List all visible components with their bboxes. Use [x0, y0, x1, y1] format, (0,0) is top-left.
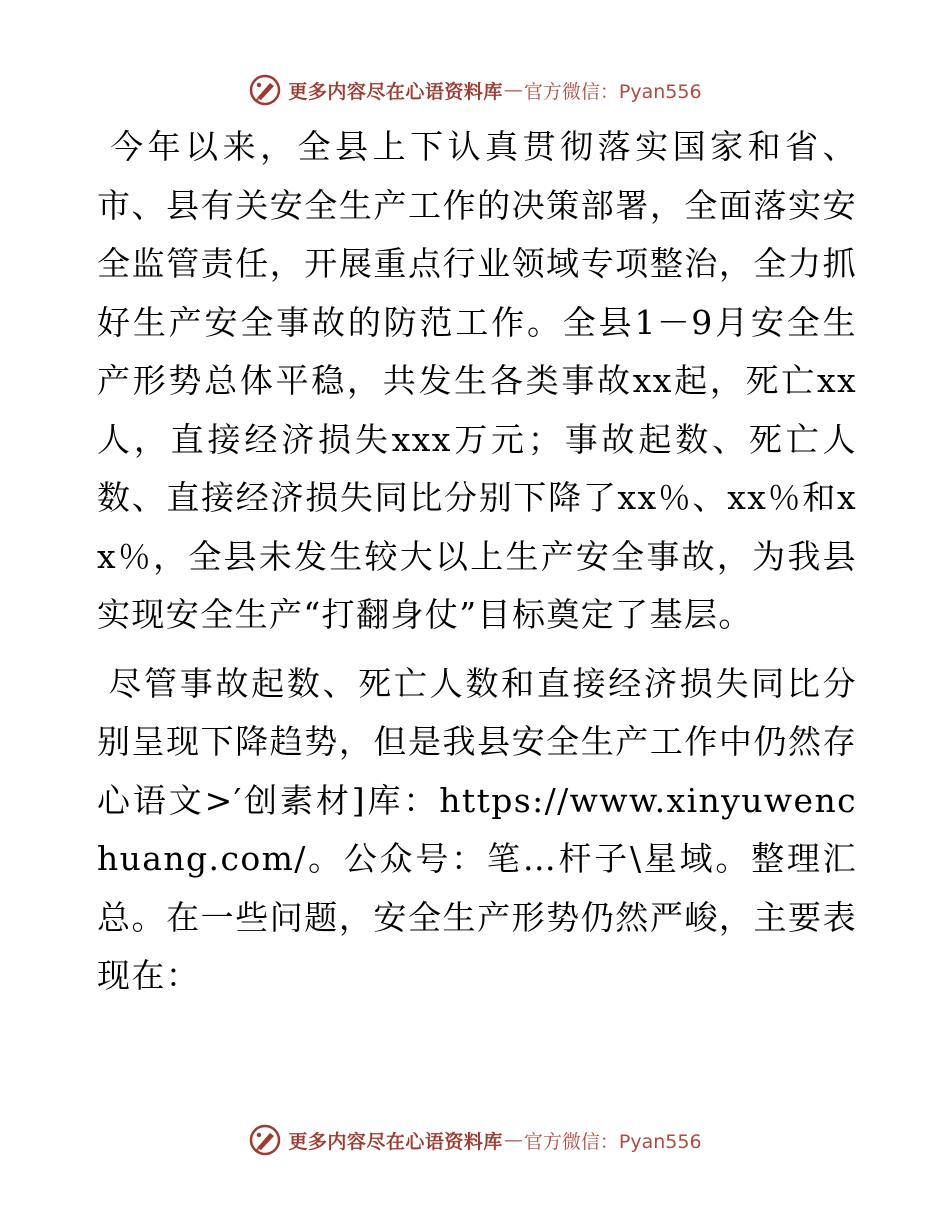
- footer-separator: —: [503, 1129, 523, 1151]
- paragraph-2: [97, 655, 857, 1006]
- header-banner: [0, 70, 950, 110]
- header-brand: 更多内容尽在心语资料库: [288, 80, 503, 103]
- paragraph-1-text: 今年以来，全县上下认真贯彻落实国家和省、市、县有关安全生产工作的决策部署，全面落实安全监管责任，开展重点行业领域专项整治，全力抓好生产安全事故的防范工作。全县1－9月安全生产形势总体平稳，共发生各类事故xx起，死亡xx人，直接经济损失xxx万元；事故起数、死亡人数、直接经济损失同比分别下降了xx％、xx％和xx％，全县未发生较大以上生产安全事故，为我县实现安全生产“打翻身仗”目标奠定了基层。: [97, 127, 857, 634]
- header-separator: —: [503, 79, 523, 101]
- paragraph-2-text: 尽管事故起数、死亡人数和直接经济损失同比分别呈现下降趋势，但是我县安全生产工作中仍然存心语文>′创素材]库：https://www.xinyuwenchuang.com/。公众号：笔…杆子\星域。整理汇总。在一些问题，安全生产形势仍然严峻，主要表现在：: [97, 663, 857, 995]
- header-wechat: 官方微信：Pyan556: [523, 80, 702, 103]
- document-body: [97, 118, 857, 1006]
- footer-banner: [0, 1120, 950, 1160]
- pen-logo-icon: [248, 1123, 282, 1157]
- footer-wechat: 官方微信：Pyan556: [523, 1130, 702, 1153]
- footer-brand: 更多内容尽在心语资料库: [288, 1130, 503, 1153]
- paragraph-1: [97, 118, 857, 645]
- pen-logo-icon: [248, 73, 282, 107]
